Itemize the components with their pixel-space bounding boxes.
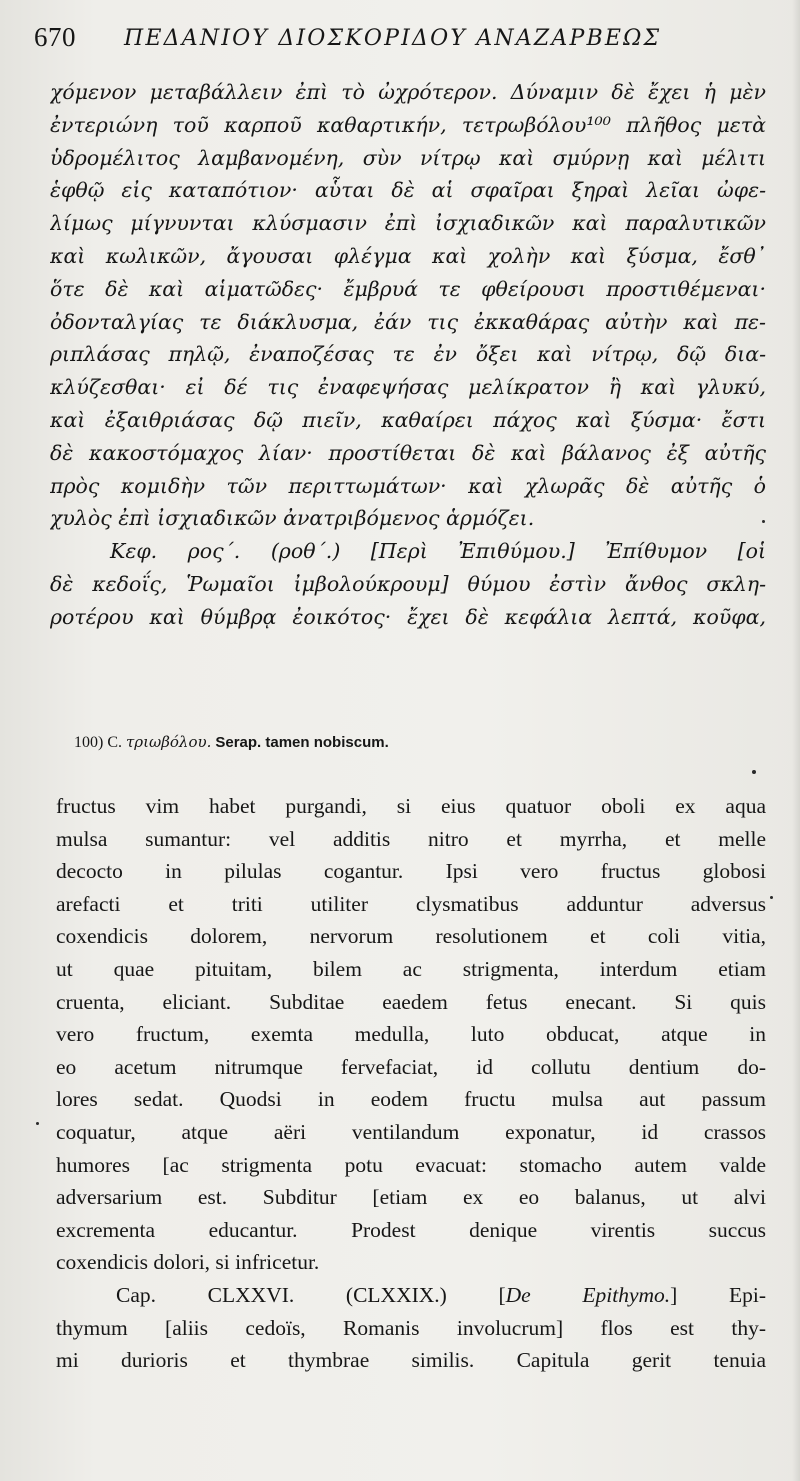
latin-line: mi durioris et thymbrae similis. Capitula gerit tenuia [56,1348,766,1373]
greek-line: δὲ κεδοΐς, Ῥωμαῖοι ἰμβολούκρουμ] θύμου ἐστὶν ἄνθος σκλη- [50,571,766,596]
greek-line: ριπλάσας πηλῷ, ἐναποζέσας τε ἐν ὄξει καὶ νίτρῳ, δῷ δια- [50,342,766,367]
latin-line: fructus vim habet purgandi, si eius quatuor oboli ex aqua [56,794,766,818]
running-title: ΠΕΔΑΝΙΟΥ ΔΙΟΣΚΟΡΙΔΟΥ ΑΝΑΖΑΡΒΕΩΣ [124,26,662,51]
latin-line: lores sedat. Quodsi in eodem fructu mulsa aut passum [56,1087,766,1112]
greek-line: ἐντεριώνη τοῦ καρποῦ καθαρτικήν, τετρωβόλου¹⁰⁰ πλῆθος μετὰ [50,112,766,137]
greek-line: καὶ κωλικῶν, ἄγουσαι φλέγμα καὶ χολὴν καὶ ξύσμα, ἔσθ᾽ [50,243,766,268]
greek-line: ὅτε δὲ καὶ αἱματῶδες· ἔμβρυά τε φθείρουσι προστιθέμεναι· [50,276,766,301]
greek-line: χόμενον μεταβάλλειν ἐπὶ τὸ ὠχρότερον. Δύναμιν δὲ ἔχει ἡ μὲν [50,80,766,104]
greek-line: ὀδονταλγίας τε διάκλυσμα, ἐάν τις ἐκκαθάρας αὐτὴν καὶ πε- [50,309,766,334]
latin-text [56,790,766,1377]
footnote-greek: τριωβόλου. [126,733,212,751]
latin-line: coquatur, atque aëri ventilandum exponatur, id crassos [56,1119,766,1144]
latin-line: humores [ac strigmenta potu evacuat: stomacho autem valde [56,1152,766,1177]
footnote-marker: 100) C. [74,734,122,751]
page-number: 670 [34,22,76,52]
greek-line: πρὸς κομιδὴν τῶν περιττωμάτων· καὶ χλωρᾶς δὲ αὐτῆς ὁ [50,473,766,498]
latin-chapter-heading [56,1279,766,1312]
latin-line: mulsa sumantur: vel additis nitro et myrrha, et melle [56,826,766,851]
greek-chapter-heading: Κεφ. ρος΄. (ροθ΄.) [Περὶ Ἐπιθύμου.] Ἐπίθυμον [οἱ [110,539,766,564]
greek-line: χυλὸς ἐπὶ ἰσχιαδικῶν ἀνατριβόμενος ἁρμόζει. [50,506,535,531]
latin-line: coxendicis dolori, si infricetur. [56,1250,320,1275]
greek-line: καὶ ἐξαιθριάσας δῷ πιεῖν, καθαίρει πάχος καὶ ξύσμα· ἔστι [50,407,766,432]
latin-line: decocto in pilulas cogantur. Ipsi vero fructus globosi [56,859,766,884]
page-edge-shadow [792,0,800,1481]
chapter-label: Cap. CLXXVI. (CLXXIX.) [ [116,1282,506,1307]
greek-line: ροτέρου καὶ θύμβρᾳ ἐοικότος· ἔχει δὲ κεφάλια λεπτά, κοῦφα, [50,604,766,629]
greek-line: κλύζεσθαι· εἰ δέ τις ἐναφεψήσας μελίκρατον ἢ καὶ γλυκύ, [50,375,766,400]
greek-line: δὲ κακοστόμαχος λίαν· προστίθεται δὲ καὶ βάλανος ἐξ αὐτῆς [50,440,766,465]
latin-line: adversarium est. Subditur [etiam ex eo balanus, ut alvi [56,1185,766,1210]
greek-line: λίμως μίγνυνται κλύσμασιν ἐπὶ ἰσχιαδικῶν καὶ παραλυτικῶν [50,211,766,236]
latin-line: vero fructum, exemta medulla, luto obducat, atque in [56,1022,766,1047]
page-header [34,22,764,64]
latin-line: ut quae pituitam, bilem ac strigmenta, interdum etiam [56,956,766,981]
latin-line: coxendicis dolorem, nervorum resolutionem et coli vitia, [56,924,766,949]
chapter-label-end: ] Epi- [670,1282,766,1307]
ink-speck [762,520,765,523]
chapter-title: De Epithymo. [505,1282,671,1307]
latin-line: cruenta, eliciant. Subditae eaedem fetus enecant. Si quis [56,989,766,1014]
latin-line: excrementa educantur. Prodest denique virentis succus [56,1217,766,1242]
footnote [74,733,764,752]
greek-line: ὑδρομέλιτος λαμβανομένη, σὺν νίτρῳ καὶ σμύρνῃ καὶ μέλιτι [50,145,766,170]
ink-speck [770,896,773,899]
latin-line: arefacti et triti utiliter clysmatibus adduntur adversus [56,891,766,916]
footnote-text: Serap. tamen nobiscum. [215,734,389,751]
ink-speck [752,770,756,774]
greek-text [50,76,766,634]
latin-line: eo acetum nitrumque fervefaciat, id collutu dentium do- [56,1054,766,1079]
latin-line: thymum [aliis cedoïs, Romanis involucrum] flos est thy- [56,1315,766,1340]
ink-speck [36,1122,39,1125]
greek-line: ἑφθῷ εἰς καταπότιον· αὗται δὲ αἱ σφαῖραι ξηραὶ λεῖαι ὠφε- [50,178,766,203]
